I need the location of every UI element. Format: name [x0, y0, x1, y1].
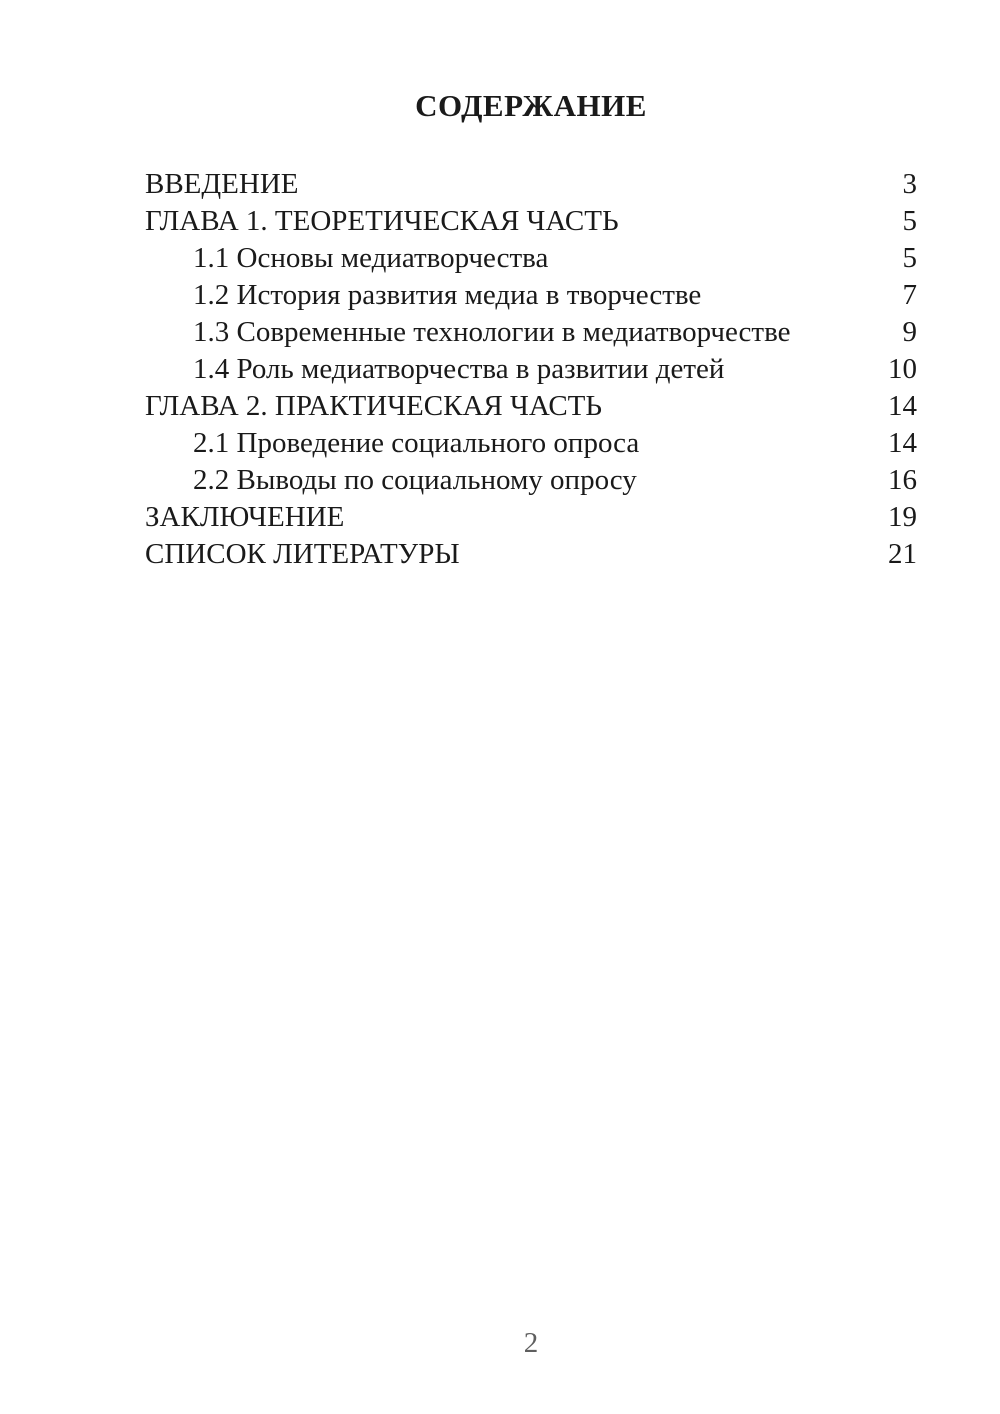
page-footer	[145, 1325, 917, 1362]
toc-entry	[145, 351, 917, 388]
toc-entry-label: ВВЕДЕНИЕ	[145, 168, 299, 200]
toc-entry-label: ГЛАВА 2. ПРАКТИЧЕСКАЯ ЧАСТЬ	[145, 390, 603, 422]
toc-entry	[145, 203, 917, 240]
toc-entry	[145, 499, 917, 536]
toc-entry	[145, 425, 917, 462]
toc-entry-page: 14	[888, 390, 917, 422]
toc-entry-page: 3	[902, 168, 917, 200]
toc-entry-page: 5	[902, 205, 917, 237]
toc-entry	[145, 277, 917, 314]
toc-entry-label: 2.1 Проведение социального опроса	[193, 427, 640, 459]
toc-entry-page: 7	[902, 279, 917, 311]
toc-entry-label: 1.1 Основы медиатворчества	[193, 242, 549, 274]
toc-entry-page: 9	[902, 316, 917, 348]
toc-entry	[145, 166, 917, 203]
toc-entry-page: 14	[888, 427, 917, 459]
toc-entry-label: ГЛАВА 1. ТЕОРЕТИЧЕСКАЯ ЧАСТЬ	[145, 205, 619, 237]
toc-entry-page: 5	[902, 242, 917, 274]
table-of-contents	[145, 166, 917, 573]
toc-entry	[145, 240, 917, 277]
toc-entry	[145, 314, 917, 351]
page-title: СОДЕРЖАНИЕ	[415, 88, 647, 123]
toc-entry-page: 16	[888, 464, 917, 496]
toc-entry-label: СПИСОК ЛИТЕРАТУРЫ	[145, 538, 460, 570]
toc-entry	[145, 536, 917, 573]
toc-entry-label: 1.3 Современные технологии в медиатворчестве	[193, 316, 791, 348]
toc-entry-label: 1.2 История развития медиа в творчестве	[193, 279, 702, 311]
toc-entry	[145, 388, 917, 425]
toc-entry-page: 10	[888, 353, 917, 385]
toc-entry-label: 1.4 Роль медиатворчества в развитии детей	[193, 353, 725, 385]
toc-entry-label: ЗАКЛЮЧЕНИЕ	[145, 501, 345, 533]
toc-entry-page: 21	[888, 538, 917, 570]
footer-page-number: 2	[523, 1327, 539, 1359]
toc-entry-page: 19	[888, 501, 917, 533]
toc-entry	[145, 462, 917, 499]
toc-entry-label: 2.2 Выводы по социальному опросу	[193, 464, 637, 496]
